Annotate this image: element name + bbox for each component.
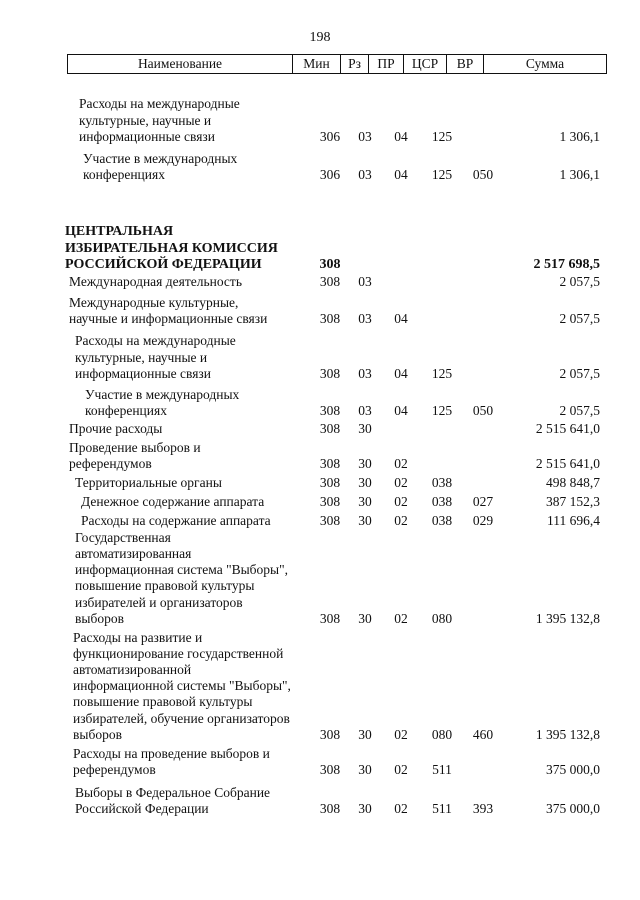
row-name: Расходы на развитие и функционирование государственной автоматизированной информационной системы "Выборы", повышение правовой культуры избирателей, обучение организаторов выборов <box>73 629 291 742</box>
row-rz: 30 <box>358 726 372 742</box>
row-name: Территориальные органы <box>75 474 222 490</box>
row-rz: 30 <box>358 455 372 471</box>
row-rz: 30 <box>358 493 372 509</box>
row-pr: 02 <box>394 455 408 471</box>
column-header-sum: Сумма <box>525 56 565 71</box>
row-csr: 125 <box>431 365 453 381</box>
row-name: Денежное содержание аппарата <box>81 493 265 509</box>
row-csr: 080 <box>431 726 453 742</box>
row-sum: 375 000,0 <box>546 761 600 777</box>
row-min: 308 <box>319 800 341 816</box>
row-csr: 038 <box>431 493 453 509</box>
row-sum: 1 306,1 <box>559 166 600 182</box>
row-csr: 511 <box>432 800 452 816</box>
row-name: ЦЕНТРАЛЬНАЯ ИЗБИРАТЕЛЬНАЯ КОМИССИЯ РОССИЙСКОЙ ФЕДЕРАЦИИ <box>65 224 278 272</box>
row-csr: 125 <box>431 128 453 144</box>
row-name: Государственная автоматизированная информационная система "Выборы", повышение правовой культуры избирателей и организаторов выборов <box>75 529 288 626</box>
row-name: Участие в международных конференциях <box>83 150 238 182</box>
row-rz: 03 <box>358 166 372 182</box>
row-pr: 02 <box>394 474 408 490</box>
row-rz: 30 <box>358 474 372 490</box>
row-pr: 04 <box>394 310 408 326</box>
row-min: 308 <box>319 455 341 471</box>
row-name: Расходы на международные культурные, научные и информационные связи <box>79 96 240 144</box>
row-csr: 125 <box>431 166 453 182</box>
row-min: 308 <box>319 512 341 528</box>
row-rz: 30 <box>358 761 372 777</box>
row-sum: 2 517 698,5 <box>533 256 600 272</box>
row-vr: 050 <box>472 402 494 418</box>
row-csr: 038 <box>431 512 453 528</box>
row-min: 308 <box>319 761 341 777</box>
row-min: 308 <box>319 610 341 626</box>
row-pr: 02 <box>394 761 408 777</box>
row-pr: 04 <box>394 166 408 182</box>
row-pr: 02 <box>394 610 408 626</box>
row-name: Международная деятельность <box>69 273 242 289</box>
row-rz: 03 <box>358 402 372 418</box>
row-vr: 029 <box>472 512 494 528</box>
row-min: 308 <box>319 493 341 509</box>
column-header-pr: ПР <box>369 55 404 73</box>
page-number: 198 <box>309 30 331 45</box>
row-min: 308 <box>319 402 341 418</box>
row-csr: 080 <box>431 610 453 626</box>
row-min: 308 <box>319 273 341 289</box>
row-name: Расходы на международные культурные, научные и информационные связи <box>75 333 236 381</box>
row-name: Участие в международных конференциях <box>85 386 240 418</box>
row-rz: 03 <box>358 365 372 381</box>
row-rz: 03 <box>358 310 372 326</box>
row-pr: 02 <box>394 512 408 528</box>
row-sum: 2 515 641,0 <box>535 455 600 471</box>
row-min: 306 <box>319 128 341 144</box>
column-header-name: Наименование <box>68 55 293 73</box>
row-vr: 460 <box>472 726 494 742</box>
row-sum: 1 395 132,8 <box>535 610 600 626</box>
row-min: 308 <box>319 420 341 436</box>
row-pr: 02 <box>394 493 408 509</box>
row-min: 308 <box>319 256 341 272</box>
row-csr: 125 <box>431 402 453 418</box>
row-sum: 2 515 641,0 <box>535 420 600 436</box>
row-rz: 30 <box>358 610 372 626</box>
row-sum: 1 306,1 <box>559 128 600 144</box>
row-sum: 2 057,5 <box>559 365 600 381</box>
row-sum: 387 152,3 <box>546 493 600 509</box>
row-min: 308 <box>319 310 341 326</box>
row-min: 308 <box>319 365 341 381</box>
row-rz: 30 <box>358 800 372 816</box>
row-pr: 04 <box>394 402 408 418</box>
row-sum: 1 395 132,8 <box>535 726 600 742</box>
row-sum: 2 057,5 <box>559 402 600 418</box>
row-rz: 03 <box>358 128 372 144</box>
row-vr: 050 <box>472 166 494 182</box>
row-rz: 30 <box>358 420 372 436</box>
row-name: Прочие расходы <box>69 420 163 436</box>
row-pr: 04 <box>394 365 408 381</box>
row-min: 308 <box>319 474 341 490</box>
row-name: Расходы на содержание аппарата <box>81 512 271 528</box>
row-rz: 03 <box>358 273 372 289</box>
column-header-csr: ЦСР <box>404 55 447 73</box>
row-min: 306 <box>319 166 341 182</box>
row-csr: 511 <box>432 761 452 777</box>
column-header-rz: Рз <box>341 55 369 73</box>
row-name: Международные культурные, научные и информационные связи <box>69 294 268 326</box>
row-min: 308 <box>319 726 341 742</box>
row-name: Проведение выборов и референдумов <box>69 439 201 471</box>
row-pr: 04 <box>394 128 408 144</box>
column-header-min: Мин <box>293 55 341 73</box>
row-sum: 111 696,4 <box>547 512 600 528</box>
row-pr: 02 <box>394 726 408 742</box>
row-vr: 393 <box>472 800 494 816</box>
row-sum: 375 000,0 <box>546 800 600 816</box>
row-pr: 02 <box>394 800 408 816</box>
row-csr: 038 <box>431 474 453 490</box>
row-rz: 30 <box>358 512 372 528</box>
row-sum: 2 057,5 <box>559 310 600 326</box>
row-name: Расходы на проведение выборов и референдумов <box>73 745 270 777</box>
row-name: Выборы в Федеральное Собрание Российской Федерации <box>75 784 271 816</box>
row-sum: 2 057,5 <box>559 273 600 289</box>
row-vr: 027 <box>472 493 494 509</box>
row-sum: 498 848,7 <box>546 474 600 490</box>
column-header-vr: ВР <box>447 55 484 73</box>
